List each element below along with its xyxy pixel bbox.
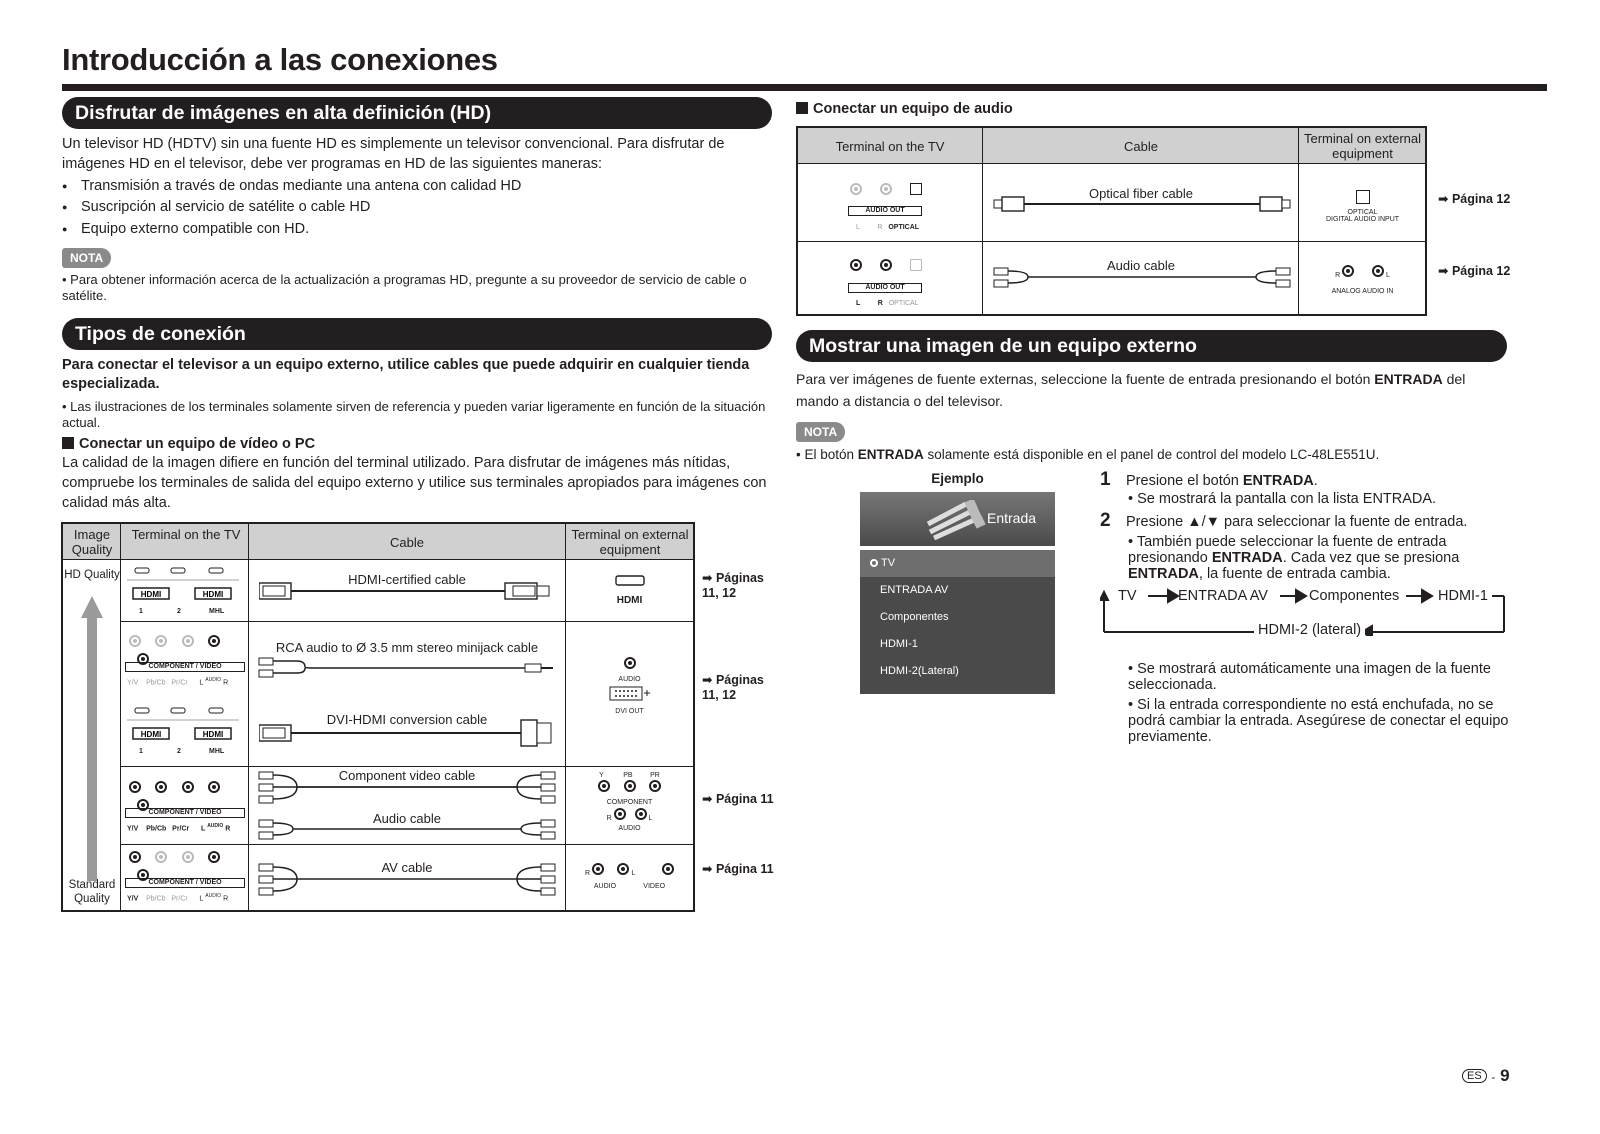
types-section-title: Tipos de conexión — [62, 318, 772, 350]
external-section-title: Mostrar una imagen de un equipo externo — [796, 330, 1507, 362]
page-footer: ES - 9 — [1462, 1066, 1510, 1086]
menu-item-entrada-av[interactable]: ENTRADA AV — [880, 584, 949, 596]
page-title: Introducción a las conexiones — [62, 42, 498, 77]
audio-header-cable: Cable — [1124, 139, 1158, 154]
square-bullet-icon — [796, 102, 808, 114]
ext-av-terminals: R L AUDIO VIDEO — [566, 862, 693, 890]
rca-minijack-cable-icon — [257, 656, 557, 680]
hd-nota-text: • Para obtener información acerca de la actualización a programas HD, pregunte a su proveedor de servicio de cable o satélite. — [62, 272, 747, 303]
types-note: • Las ilustraciones de los terminales solamente sirven de referencia y pueden variar ligeramente en función de la situación actual. — [62, 399, 766, 430]
svg-text:HDMI: HDMI — [140, 590, 162, 599]
audio-header-tv: Terminal on the TV — [835, 139, 945, 154]
quality-hd: HD Quality — [64, 569, 120, 581]
menu-title: Entrada — [987, 510, 1037, 526]
header-terminal-tv: Terminal on the TV — [131, 527, 241, 542]
list-item: ● Suscripción al servicio de satélite o cable HD — [62, 197, 762, 218]
square-bullet-icon — [62, 437, 74, 449]
video-text: La calidad de la imagen difiere en función del terminal utilizado. Para disfrutar de imágenes más nítidas, compruebe los terminales de salida del equipo externo y utilice sus terminales apropiados para imágenes con calidad más alta. — [62, 455, 767, 511]
types-bold-intro: Para conectar el televisor a un equipo externo, utilice cables que puede adquirir en cualquier tienda especializada. — [62, 357, 750, 392]
step-2: 2 Presione ▲/▼ para seleccionar la fuente de entrada. — [1100, 510, 1468, 531]
ext-component-terminals: Y PB PR COMPONENT R L AUDIO — [599, 772, 660, 832]
input-menu-header — [860, 492, 1055, 546]
list-item: ● Transmisión a través de ondas mediante una antena con calidad HD — [62, 176, 762, 197]
ref-analog[interactable]: ➡ Página 12 — [1438, 264, 1511, 278]
audio-cable-icon — [992, 266, 1292, 290]
component-cable-icon — [257, 770, 557, 806]
hd-intro: Un televisor HD (HDTV) sin una fuente HD es simplemente un televisor convencional. Para disfrutar de imágenes HD en el televisor, debe ver programas en HD de las siguientes maneras: — [62, 136, 725, 172]
svg-text:HDMI: HDMI — [202, 730, 224, 739]
after-bullet-2: • Si la entrada correspondiente no está enchufada, no se podrá cambiar la entrada. Asegúrese de conectar el equipo previamente. — [1128, 697, 1509, 745]
menu-item-tv[interactable]: TV — [860, 550, 1055, 577]
step-1-sub: • Se mostrará la pantalla con la lista ENTRADA. — [1128, 491, 1437, 507]
component-sub-labels: Y/V Pb/Cb Pr/Cr L $^{AUDIO}$ R — [127, 677, 229, 687]
step-2-sub: • También puede seleccionar la fuente de entrada presionando ENTRADA. Cada vez que se presiona ENTRADA, la fuente de entrada cambia. — [1128, 534, 1460, 582]
header-terminal-ext: Terminal on external equipment — [571, 527, 689, 557]
ref-av[interactable]: ➡ Página 11 — [702, 862, 774, 876]
svg-text:HDMI: HDMI — [140, 730, 162, 739]
ref-optical[interactable]: ➡ Página 12 — [1438, 192, 1511, 206]
menu-item-hdmi2[interactable]: HDMI-2(Lateral) — [880, 665, 959, 677]
audio-out-label: AUDIO OUT — [865, 207, 905, 214]
tv-hdmi-terminals: HDMI HDMI 1 2 MHL — [127, 566, 239, 621]
title-rule — [62, 84, 1547, 91]
audio-table: Terminal on the TV Cable Terminal on external equipment AUDIO OUT L R OPTICAL Optical fiber cable OPTICAL DIGITAL AUDIO INPUT AUDIO OUT L R OPTICAL Audio cable R L ANALOG AUDIO IN — [796, 126, 1427, 316]
cables-icon — [926, 500, 986, 540]
flow-componentes: Componentes — [1309, 588, 1400, 604]
step-1: 1 Presione el botón ENTRADA. — [1100, 469, 1318, 490]
dvi-hdmi-cable-icon — [259, 718, 555, 748]
audio-heading: Conectar un equipo de audio — [796, 101, 1013, 117]
cable-hdmi-label: HDMI-certified cable — [348, 572, 466, 587]
cable-av-label: AV cable — [381, 860, 433, 875]
component-video-label: COMPONENT / VIDEO — [148, 663, 222, 670]
header-image-quality: Image Quality — [71, 527, 113, 557]
menu-item-componentes[interactable]: Componentes — [880, 611, 949, 623]
ext-audio-dvi-terminals: AUDIO DVI OUT — [566, 656, 693, 715]
ext-analog-terminals: R L ANALOG AUDIO IN — [1300, 264, 1425, 295]
optical-cable-icon — [992, 194, 1292, 214]
svg-text:HDMI: HDMI — [202, 590, 224, 599]
page-number: 9 — [1500, 1066, 1510, 1085]
ref-component[interactable]: ➡ Página 11 — [702, 792, 774, 806]
quality-arrow-icon — [81, 596, 103, 881]
dvi-port-icon — [608, 685, 652, 703]
nota-badge: NOTA — [796, 422, 845, 442]
external-intro: Para ver imágenes de fuente externas, seleccione la fuente de entrada presionando el botón ENTRADA del mando a distancia o del televisor. — [796, 371, 1466, 409]
av-cable-icon — [257, 862, 557, 898]
flow-hdmi2: HDMI-2 (lateral) — [1254, 622, 1365, 638]
input-flow-diagram — [1100, 586, 1510, 636]
after-bullet-1: • Se mostrará automáticamente una imagen de la fuente seleccionada. — [1128, 661, 1491, 693]
header-cable: Cable — [390, 535, 424, 550]
ext-optical-terminal: OPTICAL DIGITAL AUDIO INPUT — [1300, 190, 1425, 223]
nota-badge: NOTA — [62, 248, 111, 268]
flow-hdmi1: HDMI-1 — [1438, 588, 1488, 604]
list-item: ● Equipo externo compatible con HD. — [62, 219, 762, 240]
ref-rca-dvi[interactable]: ➡ Páginas 11, 12 — [702, 673, 764, 702]
example-label: Ejemplo — [931, 471, 984, 486]
quality-standard: Standard Quality — [68, 879, 116, 905]
tv-hdmi-terminals-2: HDMI HDMI 1 2 MHL — [127, 706, 239, 761]
menu-item-hdmi1[interactable]: HDMI-1 — [880, 638, 918, 650]
hdmi-cable-icon — [259, 580, 555, 602]
audio-cable-label: Audio cable — [1107, 258, 1175, 273]
audio-header-ext: Terminal on external equipment — [1303, 131, 1422, 161]
hd-bullets — [62, 176, 762, 240]
cable-dvi-label: DVI-HDMI conversion cable — [326, 712, 488, 727]
video-heading: Conectar un equipo de vídeo o PC — [62, 436, 315, 452]
optical-cable-label: Optical fiber cable — [1088, 186, 1194, 201]
hd-section-title: Disfrutar de imágenes en alta definición (HD) — [62, 97, 772, 129]
flow-entrada-av: ENTRADA AV — [1178, 588, 1268, 604]
external-nota-text: • El botón ENTRADA solamente está disponible en el panel de control del modelo LC-48LE551U. — [796, 447, 1380, 462]
flow-tv: TV — [1118, 588, 1137, 604]
input-menu-list — [860, 550, 1055, 694]
audio-cable-icon — [257, 818, 557, 842]
ext-hdmi-terminal: HDMI — [566, 574, 693, 606]
cable-audio-label: Audio cable — [373, 811, 441, 826]
cable-rca-label: RCA audio to Ø 3.5 mm stereo minijack cable — [275, 640, 539, 655]
cable-component-label: Component video cable — [338, 768, 476, 783]
language-badge: ES — [1462, 1069, 1487, 1083]
video-table: Image Quality Terminal on the TV Cable Terminal on external equipment HD Quality Standard Quality HDMI HDMI 1 2 MHL HDMI-certified cable HDMI COMPONENT / VIDEO Y/V Pb/Cb Pr/Cr L $^{AUDIO}$ R HDMI HDMI 1 2 MHL RCA audio to Ø 3.5 mm stereo minijack cable DVI-HDMI conversion cable AUDIO DVI OUT COMPONENT / VIDEO Y/V Pb/Cb Pr/Cr L $^{AUDIO}$ R Component video cable Audio cable Y PB PR COMPONENT R L AUDIO COMPONENT / VIDEO Y/V Pb/Cb Pr/Cr L $^{AUDIO}$ R AV cable R L AUDIO VIDEO — [61, 522, 695, 912]
ref-hdmi[interactable]: ➡ Páginas 11, 12 — [702, 571, 764, 600]
